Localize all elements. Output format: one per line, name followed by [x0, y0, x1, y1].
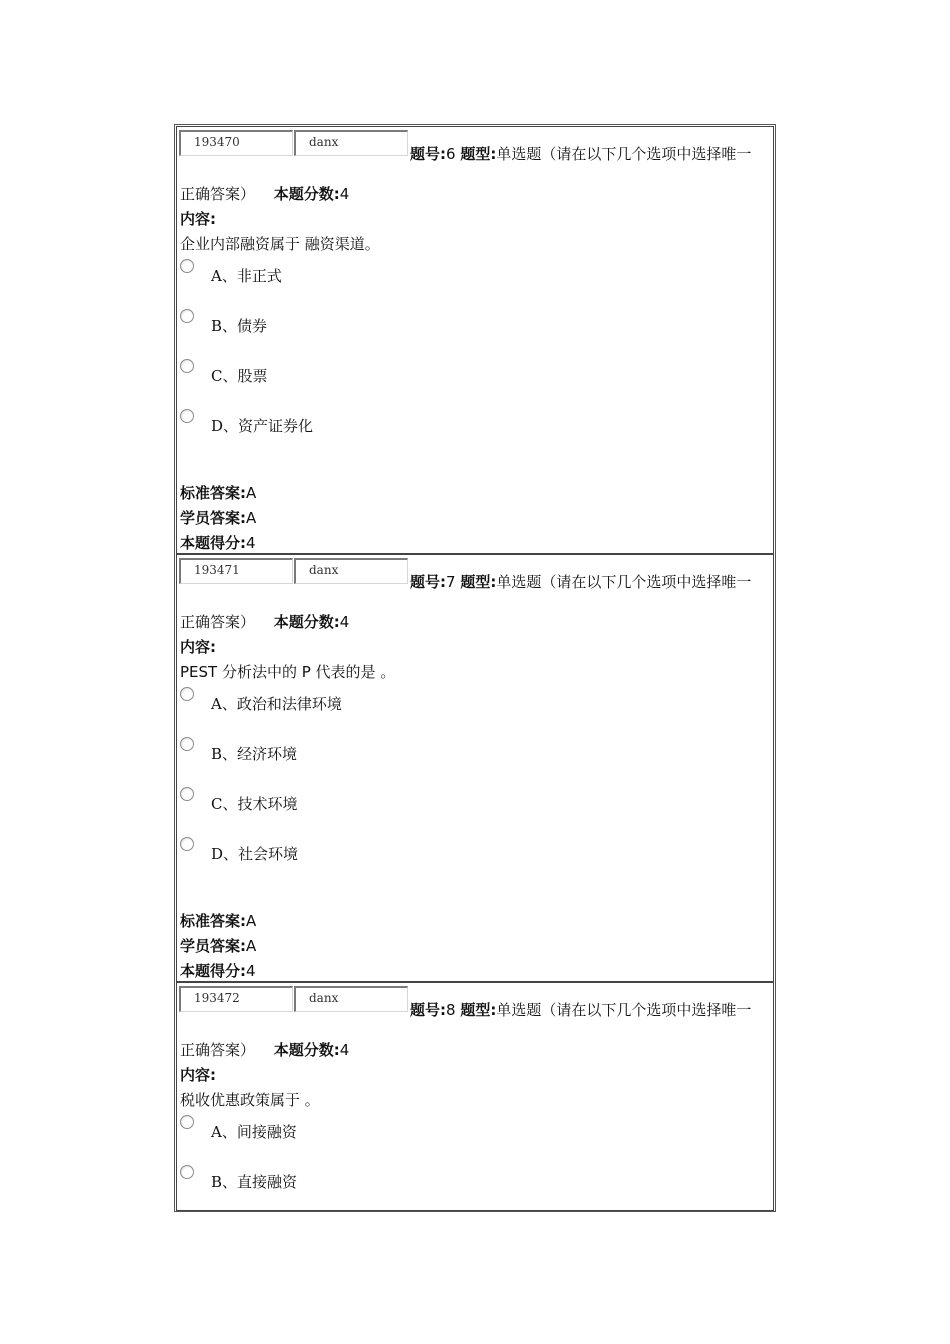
question-type: 单选题（请在以下几个选项中选择唯一	[496, 573, 752, 591]
question-id-field[interactable]: 193470	[179, 130, 293, 156]
question-header	[410, 143, 751, 164]
standard-answer: 标准答案:A	[180, 484, 257, 502]
question-type-line2: 正确答案）	[180, 1041, 256, 1059]
option-c-radio[interactable]	[180, 359, 194, 373]
question-number: 8	[446, 1001, 456, 1019]
question-header	[410, 999, 751, 1020]
score-label: 本题分数:	[273, 1041, 340, 1059]
question-score: 4	[339, 185, 350, 203]
number-label: 题号:	[410, 573, 446, 591]
type-label: 题型:	[460, 573, 497, 591]
question-score: 4	[339, 613, 350, 631]
content-label: 内容:	[180, 210, 216, 228]
option-c-label: C、技术环境	[211, 795, 298, 813]
question-type-line2: 正确答案）	[180, 613, 256, 631]
earned-score: 本题得分:4	[180, 534, 256, 552]
question-kind-field[interactable]: danx	[294, 986, 408, 1012]
exam-page	[174, 124, 776, 1212]
question-content: PEST 分析法中的 P 代表的是 。	[180, 663, 396, 681]
question-type-continued	[180, 1039, 349, 1060]
question-content: 税收优惠政策属于 。	[180, 1091, 320, 1109]
option-b-radio[interactable]	[180, 737, 194, 751]
option-a-radio[interactable]	[180, 1115, 194, 1129]
question-type-continued	[180, 611, 349, 632]
question-block	[176, 982, 774, 1211]
student-answer: 学员答案:A	[180, 937, 257, 955]
question-block	[176, 126, 774, 554]
type-label: 题型:	[460, 1001, 497, 1019]
option-d-radio[interactable]	[180, 837, 194, 851]
option-c-radio[interactable]	[180, 787, 194, 801]
score-label: 本题分数:	[273, 185, 340, 203]
question-type: 单选题（请在以下几个选项中选择唯一	[496, 145, 752, 163]
type-label: 题型:	[460, 145, 497, 163]
option-b-label: B、直接融资	[211, 1173, 298, 1191]
question-type-line2: 正确答案）	[180, 185, 256, 203]
question-type-continued	[180, 183, 349, 204]
question-content: 企业内部融资属于 融资渠道。	[180, 235, 380, 253]
option-a-radio[interactable]	[180, 687, 194, 701]
question-kind-field[interactable]: danx	[294, 558, 408, 584]
option-d-label: D、资产证券化	[211, 417, 314, 435]
question-id-field[interactable]: 193472	[179, 986, 293, 1012]
option-a-label: A、政治和法律环境	[211, 695, 342, 713]
option-b-label: B、经济环境	[211, 745, 298, 763]
question-type: 单选题（请在以下几个选项中选择唯一	[496, 1001, 752, 1019]
question-header	[410, 571, 751, 592]
option-b-radio[interactable]	[180, 309, 194, 323]
number-label: 题号:	[410, 145, 446, 163]
student-answer: 学员答案:A	[180, 509, 257, 527]
question-kind-field[interactable]: danx	[294, 130, 408, 156]
question-score: 4	[339, 1041, 350, 1059]
standard-answer: 标准答案:A	[180, 912, 257, 930]
option-a-label: A、非正式	[211, 267, 282, 285]
content-label: 内容:	[180, 1066, 216, 1084]
question-number: 7	[446, 573, 456, 591]
question-id-field[interactable]: 193471	[179, 558, 293, 584]
score-label: 本题分数:	[273, 613, 340, 631]
option-a-label: A、间接融资	[211, 1123, 297, 1141]
option-c-label: C、股票	[211, 367, 268, 385]
content-label: 内容:	[180, 638, 216, 656]
number-label: 题号:	[410, 1001, 446, 1019]
question-number: 6	[446, 145, 456, 163]
option-b-radio[interactable]	[180, 1165, 194, 1179]
option-d-radio[interactable]	[180, 409, 194, 423]
question-block	[176, 554, 774, 982]
option-a-radio[interactable]	[180, 259, 194, 273]
earned-score: 本题得分:4	[180, 962, 256, 980]
option-b-label: B、债券	[211, 317, 268, 335]
option-d-label: D、社会环境	[211, 845, 299, 863]
